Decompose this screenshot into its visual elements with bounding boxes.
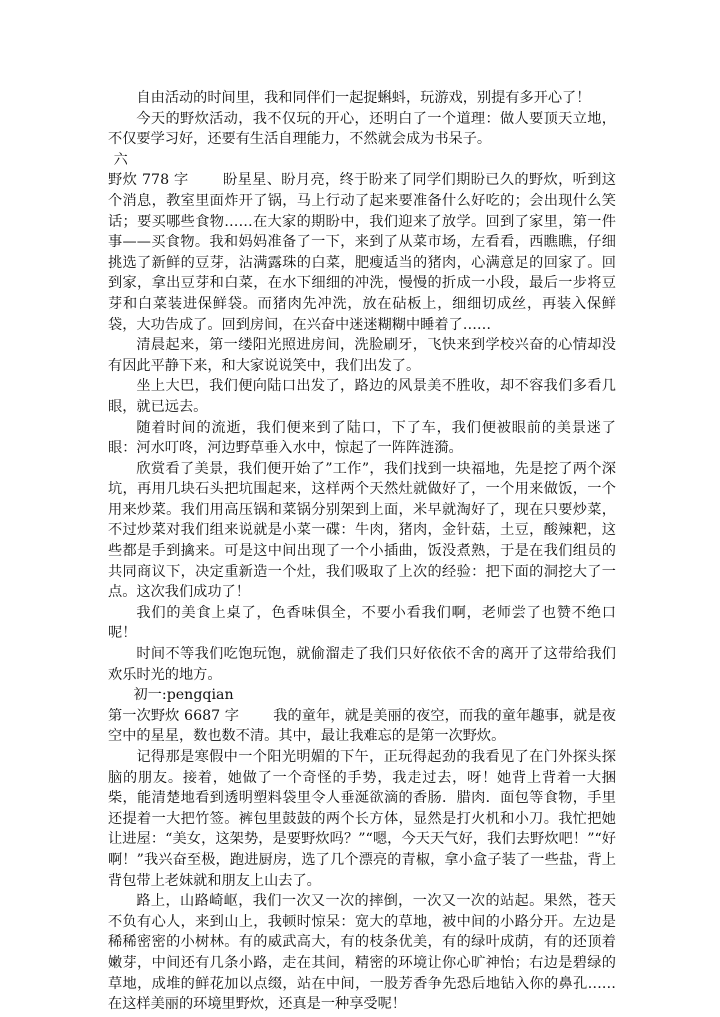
paragraph: 今天的野炊活动，我不仅玩的开心，还明白了一个道理：做人要顶天立地，不仅要学习好，还要有生活自理能力，不然就会成为书呆子。 bbox=[108, 110, 616, 148]
paragraph: 记得那是寒假中一个阳光明媚的下午，正玩得起劲的我看见了在门外探头探脑的朋友。接着，她做了一个奇怪的手势，我走过去，呀！她背上背着一大捆柴，能清楚地看到透明塑料袋里令人垂涎欲滴的香肠．腊肉．面包等食物，手里还提着一大把竹签。裤包里鼓鼓的两个长方体，显然是打火机和小刀。我忙把她让进屋：“美女，这架势，是要野炊吗？”“嗯，今天天气好，我们去野炊吧！”“好啊！”我兴奋至极，跑进厨房，选了几个漂亮的青椒，拿小盒子装了一些盐，背上背包带上老妹就和朋友上山去了。 bbox=[108, 749, 616, 889]
paragraph: 随着时间的流逝，我们便来到了陆口，下了车，我们便被眼前的美景迷了眼：河水叮咚，河边野草垂入水中，惊起了一阵阵涟漪。 bbox=[108, 419, 616, 457]
article-heading-paragraph bbox=[108, 170, 616, 335]
author-line: 初一:pengqian bbox=[133, 687, 234, 704]
paragraph: 欣赏看了美景，我们便开始了”工作”，我们找到一块福地，先是挖了两个深坑，再用几块石头把坑围起来，这样两个天然灶就做好了，一个用来做饭，一个用来炒菜。我们用高压锅和菜锅分别架到上面，米早就淘好了，现在只要炒菜，不过炒菜对我们组来说就是小菜一碟：牛肉，猪肉，金针菇，土豆，酸辣粑，这些都是手到擒来。可是这中间出现了一个小插曲，饭没煮熟，于是在我们组员的共同商议下，决定重新造一个灶，我们吸取了上次的经验：把下面的洞挖大了一点。这次我们成功了！ bbox=[108, 460, 616, 601]
paragraph: 我们的美食上桌了，色香味俱全，不要小看我们啊，老师尝了也赞不绝口呢！ bbox=[108, 604, 616, 642]
paragraph: 坐上大巴，我们便向陆口出发了，路边的风景美不胜收，却不容我们多看几眼，就已远去。 bbox=[108, 378, 616, 415]
paragraph: 我的童年，就是美丽的夜空，而我的童年趣事，就是夜空中的星星，数也数不清。其中，最让我难忘的是第一次野炊。 bbox=[108, 707, 616, 745]
paragraph: 路上，山路崎岖，我们一次又一次的摔倒，一次又一次的站起。果然，苍天不负有心人，来到山上，我顿时惊呆：宽大的草地，被中间的小路分开。左边是稀稀密密的小树林。有的威武高大，有的枝条优美，有的绿叶成荫，有的还顶着嫩芽，中间还有几条小路，走在其间，精密的环境让你心旷神怡；右边是碧绿的草地，成堆的鲜花加以点缀，站在中间，一股芳香争先恐后地钻入你的鼻孔……在这样美丽的环境里野炊，还真是一种享受呢！ bbox=[108, 893, 616, 1013]
paragraph: 时间不等我们吃饱玩饱，就偷溜走了我们只好依依不舍的离开了这带给我们欢乐时光的地方。 bbox=[108, 646, 616, 683]
article-heading-paragraph bbox=[108, 706, 616, 747]
section-number: 六 bbox=[113, 151, 128, 168]
article-title: 第一次野炊 6687 字 bbox=[108, 707, 240, 724]
article-title: 野炊 778 字 bbox=[108, 172, 189, 189]
paragraph: 自由活动的时间里，我和同伴们一起捉蝌蚪，玩游戏，别提有多开心了！ bbox=[136, 90, 591, 106]
paragraph: 清晨起来，第一缕阳光照进房间，洗脸刷牙，飞快来到学校兴奋的心情却没有因此平静下来，和大家说说笑中，我们出发了。 bbox=[108, 337, 616, 374]
paragraph: 盼星星、盼月亮，终于盼来了同学们期盼已久的野炊，听到这个消息，教室里面炸开了锅，马上行动了起来要准备什么好吃的；会出现什么笑话；要买哪些食物……在大家的期盼中，我们迎来了放学。回到了家里，第一件事——买食物。我和妈妈准备了一下，来到了从菜市场，左看看，西瞧瞧，仔细挑选了新鲜的豆芽，沾满露珠的白菜，肥瘦适当的猪肉，心满意足的回家了。回到家，拿出豆芽和白菜，在水下细细的冲洗，慢慢的折成一小段，最后一步将豆芽和白菜装进保鲜袋。而猪肉先冲洗，放在砧板上，细细切成丝，再装入保鲜袋，大功告成了。回到房间，在兴奋中迷迷糊糊中睡着了…… bbox=[108, 172, 616, 333]
document-page bbox=[108, 88, 616, 1015]
